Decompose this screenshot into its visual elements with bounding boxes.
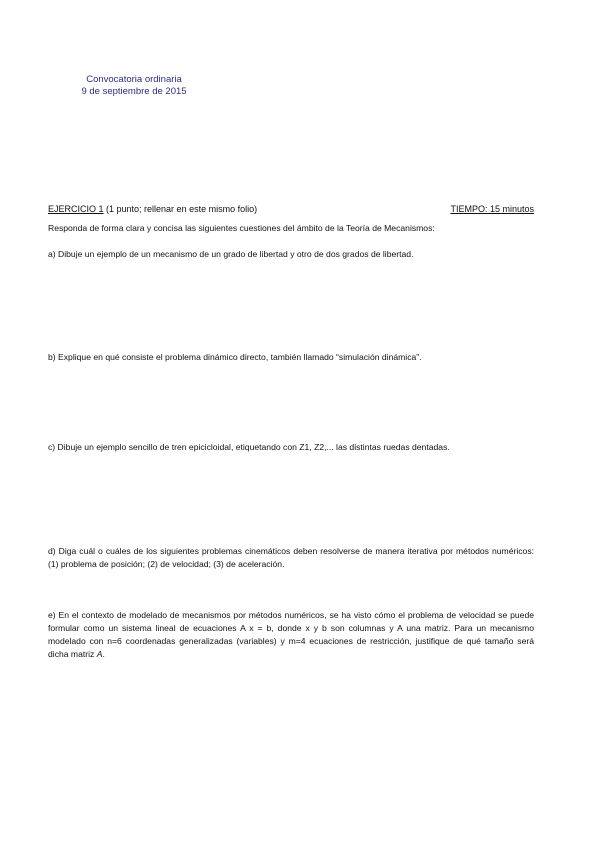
exercise-time: TIEMPO: 15 minutos bbox=[450, 204, 534, 214]
exercise-intro: Responda de forma clara y concisa las siguientes cuestiones del ámbito de la Teoría de Mecanismos: bbox=[48, 223, 435, 233]
question-e bbox=[48, 609, 534, 661]
question-e-end: . bbox=[102, 649, 105, 659]
exam-header bbox=[76, 74, 192, 98]
matrix-symbol: A bbox=[96, 649, 103, 659]
header-session: Convocatoria ordinaria bbox=[86, 74, 182, 85]
question-c: c) Dibuje un ejemplo sencillo de tren epicicloidal, etiquetando con Z1, Z2,... las distintas ruedas dentadas. bbox=[48, 442, 450, 452]
question-d: d) Diga cuál o cuáles de los siguientes problemas cinemáticos deben resolverse de manera iterativa por métodos numéricos: (1) problema de posición; (2) de velocidad; (3) de aceleración. bbox=[48, 546, 534, 569]
header-date: 9 de septiembre de 2015 bbox=[81, 86, 187, 97]
question-b: b) Explique en qué consiste el problema dinámico directo, también llamado “simulación dinámica”. bbox=[48, 352, 422, 362]
exercise-subtitle: (1 punto; rellenar en este mismo folio) bbox=[103, 204, 258, 214]
exercise-heading bbox=[48, 204, 534, 215]
question-e-text: e) En el contexto de modelado de mecanismos por métodos numéricos, se ha visto cómo el problema de velocidad se puede formular como un sistema lineal de ecuaciones A x = b, donde x y b son columnas y A una matriz. Para un mecanismo modelado con n=6 coordenadas generalizadas (variables) y m=4 ecuaciones de restricción, justifique de qué tamaño será dicha matriz bbox=[48, 610, 534, 659]
exercise-title: EJERCICIO 1 bbox=[48, 204, 104, 214]
question-a: a) Dibuje un ejemplo de un mecanismo de un grado de libertad y otro de dos grados de libertad. bbox=[48, 249, 414, 259]
